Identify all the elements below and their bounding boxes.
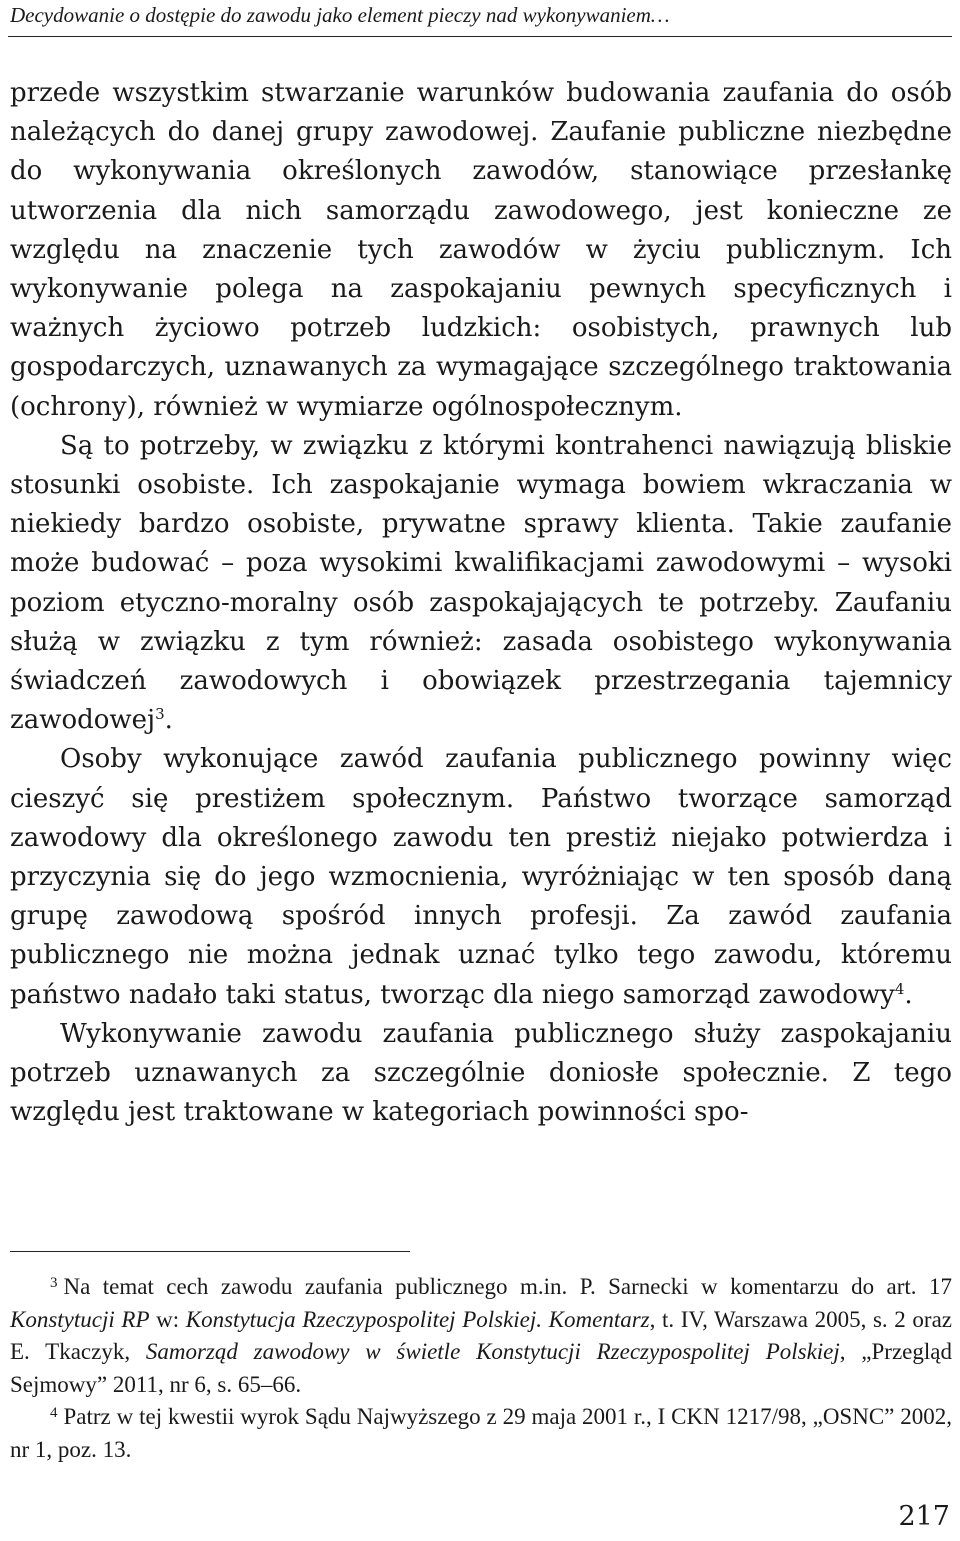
footnote-text: , „Przegląd Sejmowy” 2011, nr 6, s. 65–66. bbox=[10, 1339, 952, 1397]
footnote-italic-title: Konstytucji RP bbox=[10, 1306, 150, 1332]
paragraph-2-text: Są to potrzeby, w związku z którymi kontrahenci nawiązują bliskie stosunki osobiste. Ich zaspokajanie wymaga bowiem wkraczania w niekiedy bardzo osobiste, prywatne sprawy klienta. Takie zaufanie może budować – poza wysokimi kwalifikacjami zawodowymi – wysoki poziom etyczno-moralny osób zaspokajających te potrzeby. Zaufaniu służą w związku z tym również: zasada osobistego wykonywania świadczeń zawodowych i obowiązek przestrzegania tajemnicy zawodowej bbox=[10, 430, 952, 736]
running-header: Decydowanie o dostępie do zawodu jako element pieczy nad wykonywaniem… bbox=[10, 3, 670, 27]
main-text bbox=[10, 74, 952, 1132]
page-number: 217 bbox=[898, 1501, 950, 1532]
paragraph-4: Wykonywanie zawodu zaufania publicznego służy zaspokajaniu potrzeb uznawanych za szczególnie doniosłe społecznie. Z tego względu jest traktowane w kategoriach powinności spo- bbox=[10, 1018, 952, 1128]
paragraph-3-text: Osoby wykonujące zawód zaufania publicznego powinny więc cieszyć się prestiżem społecznym. Państwo tworzące samorząd zawodowy dla określonego zawodu ten prestiż niejako potwierdza i przyczynia się do jego wzmocnienia, wyróżniając w ten sposób daną grupę zawodową spośród innych profesji. Za zawód zaufania publicznego nie można jednak uznać tylko tego zawodu, któremu państwo nadało taki status, tworząc dla niego samorząd zawodowy bbox=[10, 744, 952, 1010]
footnote-text: w: bbox=[149, 1306, 186, 1332]
paragraph-3-end: . bbox=[904, 979, 913, 1010]
footnote-3 bbox=[10, 1271, 952, 1401]
footnote-number: 3 bbox=[50, 1275, 58, 1291]
footnote-ref-3: 3 bbox=[155, 705, 165, 724]
footnote-italic-title: Samorząd zawodowy w świetle Konstytucji Rzeczypospolitej Polskiej bbox=[145, 1339, 840, 1365]
footnote-4 bbox=[10, 1401, 952, 1466]
footnote-text: Na temat cech zawodu zaufania publicznego m.in. P. Sarnecki w komentarzu do art. 17 bbox=[63, 1274, 952, 1299]
paragraph-1: przede wszystkim stwarzanie warunków budowania zaufania do osób należących do danej grupy zawodowej. Zaufanie publiczne niezbędne do wykonywania określonych zawodów, stanowiące przesłankę utworzenia dla nich samorządu zawodowego, jest konieczne ze względu na znaczenie tych zawodów w życiu publicznym. Ich wykonywanie polega na zaspokajaniu pewnych specyficznych i ważnych życiowo potrzeb ludzkich: osobistych, prawnych lub gospodarczych, uznawanych za wymagające szczególnego traktowania (ochrony), również w wymiarze ogólnospołecznym. bbox=[10, 78, 952, 422]
footnote-divider bbox=[10, 1251, 410, 1252]
footnote-ref-4: 4 bbox=[894, 979, 905, 998]
footnote-number: 4 bbox=[50, 1405, 58, 1422]
footnote-italic-title: Konstytucja Rzeczypospolitej Polskiej. Komentarz bbox=[185, 1306, 650, 1332]
paragraph-2-end: . bbox=[164, 705, 173, 736]
paragraph-2 bbox=[10, 427, 952, 741]
header-divider bbox=[8, 36, 952, 37]
footnote-text: Patrz w tej kwestii wyrok Sądu Najwyższego z 29 maja 2001 r., I CKN 1217/98, „OSNC” 2002, nr 1, poz. 13. bbox=[10, 1404, 952, 1462]
paragraph-3 bbox=[10, 740, 952, 1014]
footnotes bbox=[10, 1271, 952, 1467]
footnote-text: , t. IV, Warszawa 2005, s. 2 oraz E. Tkaczyk, bbox=[10, 1306, 953, 1365]
